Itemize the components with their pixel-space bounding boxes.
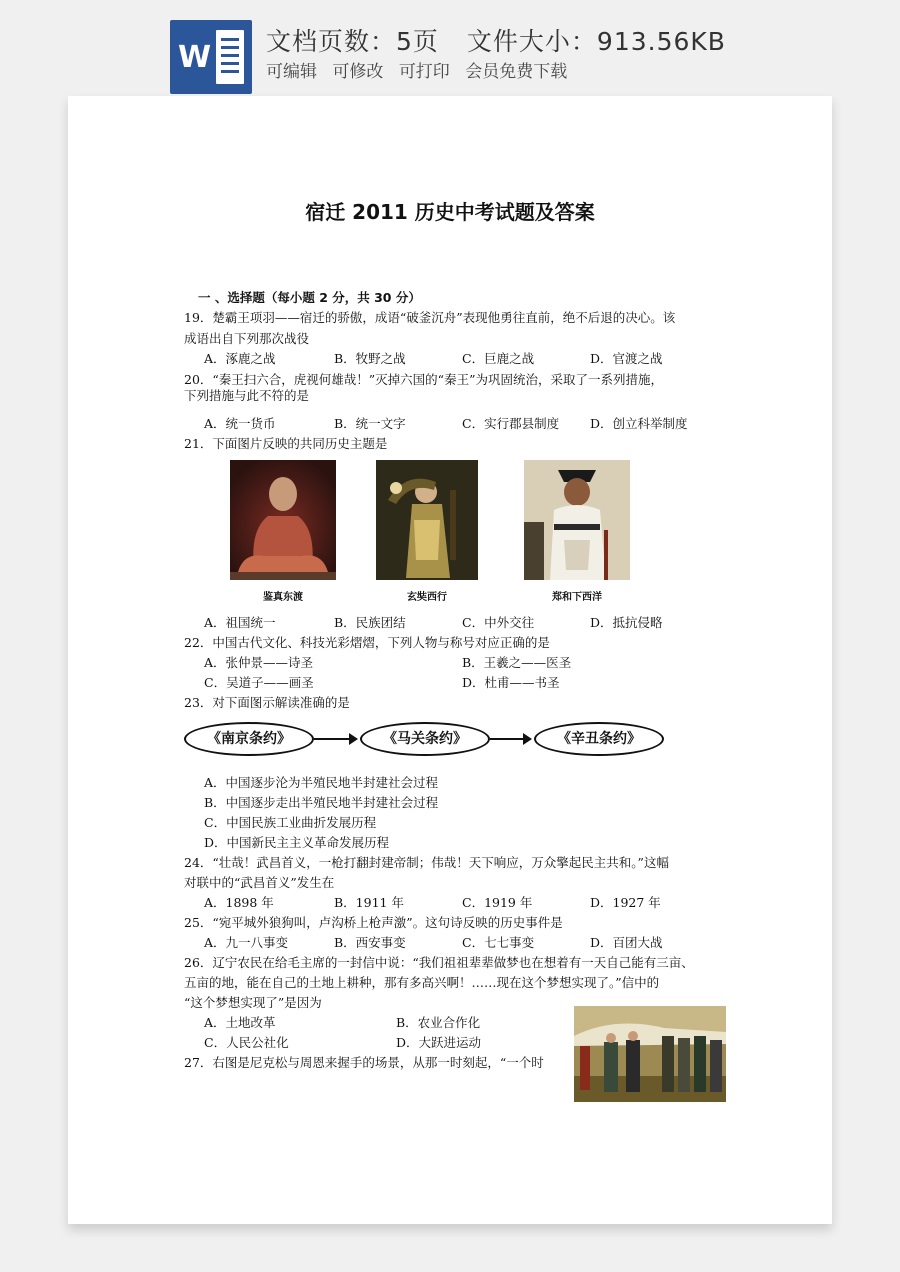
question-19-text: 19．楚霸王项羽——宿迁的骄傲，成语“破釜沉舟”表现他勇往直前，绝不后退的决心。该	[184, 310, 676, 325]
option: D．百团大战	[590, 935, 663, 950]
treaty-flow-diagram	[184, 722, 664, 762]
option: A．土地改革	[204, 1015, 276, 1030]
zhenghe-picture	[524, 460, 630, 603]
xuanzang-picture	[376, 460, 478, 603]
option: C．吴道子——画圣	[204, 675, 314, 690]
option: B．牧野之战	[334, 351, 406, 366]
feature-item: 可打印	[398, 62, 450, 82]
feature-item: 会员免费下载	[465, 62, 568, 82]
question-21-text: 21．下面图片反映的共同历史主题是	[184, 436, 388, 451]
picture-caption: 鉴真东渡	[263, 592, 303, 603]
option: B．民族团结	[334, 615, 406, 630]
logo-letter: W	[178, 40, 212, 75]
picture-caption: 玄奘西行	[407, 592, 447, 603]
option: A．祖国统一	[204, 615, 276, 630]
option: D．1927 年	[590, 895, 661, 910]
arrow-right-icon	[490, 738, 530, 740]
flow-node: 《南京条约》	[184, 722, 314, 756]
option: B．西安事变	[334, 935, 406, 950]
option: B．王羲之——医圣	[462, 655, 572, 670]
question-25-text: 25．“宛平城外狼狗叫，卢沟桥上枪声激”。这句诗反映的历史事件是	[184, 915, 563, 930]
question-24-text: 对联中的“武昌首义”发生在	[184, 875, 335, 890]
question-20-text: 20．“秦王扫六合，虎视何雄哉！”灭掉六国的“秦王”为巩固统治，采取了一系列措施，	[184, 372, 663, 387]
picture-caption: 郑和下西洋	[552, 592, 602, 603]
option: B．1911 年	[334, 895, 404, 910]
option: A．1898 年	[204, 895, 274, 910]
option: B．统一文字	[334, 416, 406, 431]
jianzhen-statue-image	[230, 460, 336, 580]
option: A．张仲景——诗圣	[204, 655, 314, 670]
document-page	[68, 96, 832, 1224]
option: B．中国逐步走出半殖民地半封建社会过程	[204, 795, 439, 810]
option: C．人民公社化	[204, 1035, 289, 1050]
section-heading: 一 、选择题（每小题 2 分，共 30 分）	[198, 290, 421, 305]
question-22-text: 22．中国古代文化、科技光彩熠熠，下列人物与称号对应正确的是	[184, 635, 550, 650]
option: C．实行郡县制度	[462, 416, 560, 431]
question-23-text: 23．对下面图示解读准确的是	[184, 695, 350, 710]
document-lines-icon	[216, 30, 244, 84]
question-19-text: 成语出自下列那次战役	[184, 331, 310, 346]
page-count: 文档页数：5页	[266, 27, 439, 56]
option: D．大跃进运动	[396, 1035, 482, 1050]
flow-node: 《马关条约》	[360, 722, 490, 756]
question-27-text: 27．右图是尼克松与周恩来握手的场景，从那一时刻起，“一个时	[184, 1055, 544, 1070]
option: A．中国逐步沦为半殖民地半封建社会过程	[204, 775, 439, 790]
feature-list	[266, 57, 577, 82]
xuanzang-painting-image	[376, 460, 478, 580]
option: C．1919 年	[462, 895, 533, 910]
page-title: 宿迁 2011 历史中考试题及答案	[305, 200, 595, 224]
jianzhen-picture	[230, 460, 336, 603]
arrow-right-icon	[314, 738, 356, 740]
question-24-text: 24．“壮哉！武昌首义，一枪打翻封建帝制；伟哉！天下响应，万众擎起民主共和。”这幅	[184, 855, 669, 870]
option: D．官渡之战	[590, 351, 663, 366]
word-document-icon	[170, 20, 252, 94]
option: D．杜甫——书圣	[462, 675, 560, 690]
option: D．中国新民主主义革命发展历程	[204, 835, 390, 850]
option: D．抵抗侵略	[590, 615, 663, 630]
question-26-text: 26．辽宁农民在给毛主席的一封信中说：“我们祖祖辈辈做梦也在想着有一天自己能有三亩、	[184, 955, 694, 970]
flow-node: 《辛丑条约》	[534, 722, 664, 756]
feature-item: 可编辑	[266, 62, 317, 82]
option: A．九一八事变	[204, 935, 289, 950]
zhenghe-portrait-image	[524, 460, 630, 580]
handshake-photo-image	[574, 1006, 726, 1102]
question-26-text: “这个梦想实现了”是因为	[184, 995, 322, 1010]
nixon-zhou-photo	[574, 1006, 726, 1105]
header-banner	[0, 0, 900, 96]
option: C．七七事变	[462, 935, 535, 950]
feature-item: 可修改	[332, 62, 384, 82]
question-26-text: 五亩的地，能在自己的土地上耕种，那有多高兴啊！……现在这个梦想实现了。”信中的	[184, 975, 660, 990]
option: C．中国民族工业曲折发展历程	[204, 815, 377, 830]
file-size: 文件大小：913.56KB	[466, 27, 726, 56]
file-info	[266, 22, 726, 58]
option: B．农业合作化	[396, 1015, 481, 1030]
option: C．巨鹿之战	[462, 351, 535, 366]
option: D．创立科举制度	[590, 416, 688, 431]
option: A．统一货币	[204, 416, 276, 431]
option: A．涿鹿之战	[204, 351, 276, 366]
option: C．中外交往	[462, 615, 535, 630]
question-20-text: 下列措施与此不符的是	[184, 388, 310, 403]
